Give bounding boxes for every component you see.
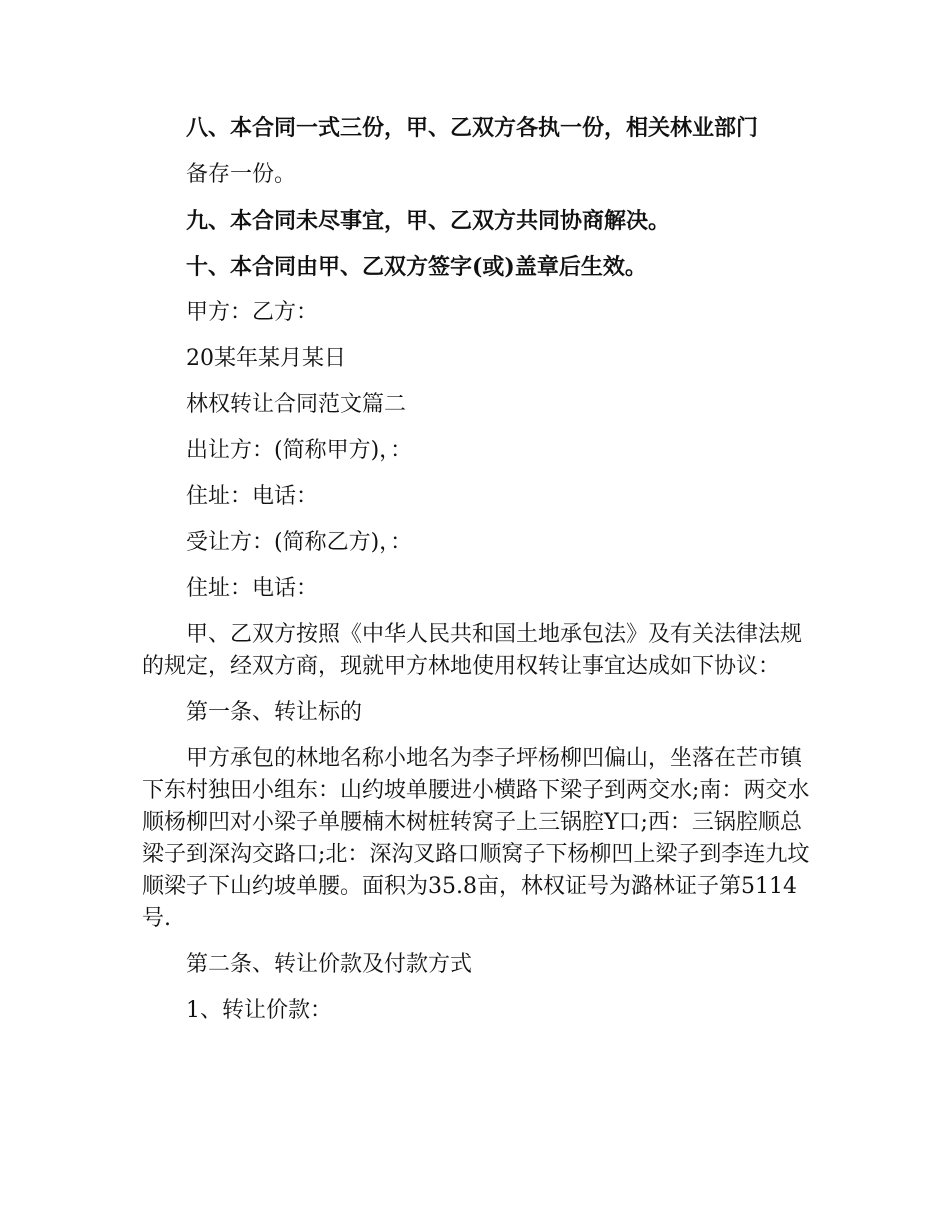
date-line: 20某年某月某日 — [186, 346, 346, 371]
transferor-address-line: 住址：电话： — [186, 484, 319, 509]
transferee-line: 受让方：(简称乙方)，： — [186, 530, 413, 555]
clause-nine-paragraph: 九、本合同未尽事宜，甲、乙双方共同协商解决。 — [186, 208, 671, 234]
clause-eight-paragraph: 八、本合同一式三份，甲、乙双方各执一份，相关林业部门 — [186, 115, 759, 141]
transferor-line: 出让方：(简称甲方)，： — [186, 438, 413, 463]
section-title: 林权转让合同范文篇二 — [186, 392, 407, 417]
transfer-price-item: 1、转让价款： — [186, 998, 332, 1023]
signature-parties-line: 甲方：乙方： — [186, 300, 319, 325]
document-body — [142, 112, 814, 1027]
transferee-address-line: 住址：电话： — [186, 576, 319, 601]
article-one-body: 甲方承包的林地名称小地名为李子坪杨柳凹偏山，坐落在芒市镇下东村独田小组东：山约坡单腰进小横路下梁子到两交水;南：两交水顺杨柳凹对小梁子单腰楠木树桩转窝子上三锅腔Y口;西：三锅腔顺总梁子到深沟交路口;北：深沟叉路口顺窝子下杨柳凹上梁子到李连九坟顺梁子下山约坡单腰。面积为35.8亩，林权证号为潞林证子第5114号. — [142, 746, 810, 931]
clause-eight-continuation: 备存一份。 — [186, 162, 297, 187]
agreement-intro-paragraph: 甲、乙双方按照《中华人民共和国土地承包法》及有关法律法规的规定，经双方商，现就甲方林地使用权转让事宜达成如下协议： — [142, 622, 803, 679]
article-one-heading: 第一条、转让标的 — [186, 700, 363, 725]
article-two-heading: 第二条、转让价款及付款方式 — [186, 952, 473, 977]
clause-ten-paragraph: 十、本合同由甲、乙双方签字(或)盖章后生效。 — [186, 254, 647, 280]
